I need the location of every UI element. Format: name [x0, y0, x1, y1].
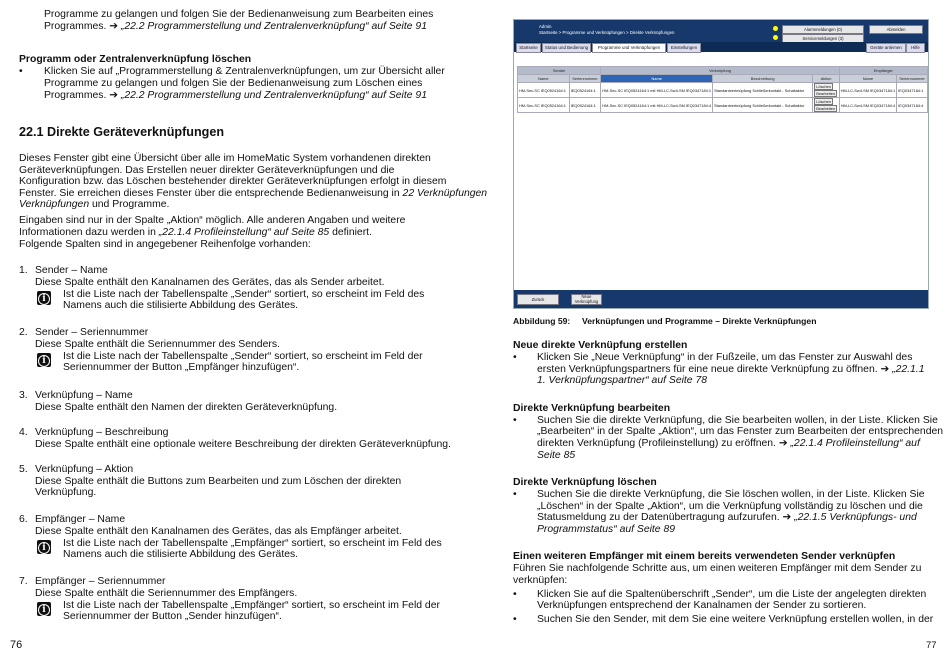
text-line: Klicken Sie auf „Programmerstellung & Zentralenverknüpfungen, um zur Übersicht aller	[44, 66, 445, 77]
col-action[interactable]: Aktion	[813, 75, 839, 83]
note-line: Ist die Liste nach der Tabellenspalte „Empfänger“ sortiert, so erscheint im Feld des	[63, 538, 442, 549]
list-number: 5.	[19, 464, 28, 475]
note-line: Seriennummer der Button „Empfänger hinzufügen“.	[63, 362, 300, 373]
col-sender-name[interactable]: Name	[518, 75, 570, 83]
tab-status[interactable]: Status und Bedienung	[542, 43, 591, 53]
arrow-right-icon: ➔	[778, 438, 788, 449]
page-heading: 22.1 Direkte Geräteverknüpfungen	[19, 125, 225, 139]
delete-button[interactable]: Löschen	[816, 99, 831, 104]
list-title: Verknüpfung – Aktion	[35, 464, 134, 475]
note-line: Seriennummer der Button „Sender hinzufügen“.	[63, 611, 282, 622]
table-row	[518, 98, 928, 113]
text-line: verknüpfen:	[513, 575, 568, 586]
webui-screenshot	[513, 19, 929, 309]
cell: Standardverknüpfung Schließerkontakt - Schaltaktor	[713, 98, 813, 113]
list-desc: Diese Spalte enthält den Kanalnamen des Gerätes, das als Empfänger arbeitet.	[35, 526, 402, 537]
col-link-name[interactable]: Name	[601, 75, 713, 83]
service-messages-button[interactable]: Servicemeldungen (3)	[782, 34, 864, 43]
bullet: •	[513, 614, 517, 625]
text-line: Informationen dazu werden in „22.1.4 Profileinstellung“ auf Seite 85 definiert.	[19, 227, 372, 238]
list-desc: Diese Spalte enthält die Seriennummer des Senders.	[35, 339, 280, 350]
bullet: •	[513, 489, 517, 500]
text-line: Seite 85	[537, 450, 576, 461]
list-desc: Diese Spalte enthält eine optionale weitere Beschreibung der direkten Geräteverknüpfung.	[35, 439, 451, 450]
list-title: Verknüpfung – Beschreibung	[35, 427, 169, 438]
back-button[interactable]: Zurück	[517, 294, 559, 305]
text-line: Suchen Sie die direkte Verknüpfung, die Sie löschen wollen, in der Liste. Klicken Sie	[537, 489, 925, 500]
text-line: Programmes. ➔ „22.2 Programmerstellung und Zentralenverknüpfung“ auf Seite 91	[44, 21, 427, 32]
text-line: Fenster. Sie erreichen dieses Fenster über die entsprechende Bedienanweisung in 22 Verknüpfungen	[19, 188, 488, 199]
service-indicator-icon	[773, 35, 778, 40]
devices-button[interactable]: Geräte anlernen	[866, 43, 906, 53]
col-link-desc[interactable]: Beschreibung	[713, 75, 813, 83]
action-cell	[813, 98, 839, 113]
action-cell	[813, 83, 839, 98]
text-line: Klicken Sie auf die Spaltenüberschrift „Sender“, um die Liste der angelegten direkten	[537, 589, 927, 600]
col-receiver-serial[interactable]: Seriennummer	[897, 75, 928, 83]
text-line: Geräteverknüpfungen. Das Erstellen neuer direkter Geräteverknüpfungen und die	[19, 165, 395, 176]
list-number: 1.	[19, 265, 28, 276]
list-number: 2.	[19, 327, 28, 338]
cell: IEQ0347184:4	[897, 98, 928, 113]
logout-button[interactable]: Abmelden	[869, 25, 923, 34]
cell: HM-Sec-SC IEQ0524164:1 mit HM-LC-Sw4-SM IEQ0347184:1	[601, 83, 713, 98]
section-title: Neue direkte Verknüpfung erstellen	[513, 340, 688, 351]
cell: HM-Sec-SC IEQ0524164:1 mit HM-LC-Sw4-SM IEQ0347184:4	[601, 98, 713, 113]
list-number: 7.	[19, 576, 28, 587]
text-line: Folgende Spalten sind in angegebener Reihenfolge vorhanden:	[19, 239, 311, 250]
text-line: Programmstatus“ auf Seite 89	[537, 524, 676, 535]
col-sender-serial[interactable]: Seriennummer	[569, 75, 601, 83]
cell: Standardverknüpfung Schließerkontakt - Schaltaktor	[713, 83, 813, 98]
section-title: Einen weiteren Empfänger mit einem bereits verwendeten Sender verknüpfen	[513, 551, 896, 562]
arrow-right-icon: ➔	[880, 364, 890, 375]
text-line: direkten Verknüpfung (Profileinstellung) zu eröffnen. ➔ „22.1.4 Profileinstellung“ auf	[537, 438, 920, 449]
info-icon: i	[37, 540, 51, 554]
group-sender[interactable]: Sender	[518, 67, 601, 75]
group-verknuepfung[interactable]: Verknüpfung	[601, 67, 839, 75]
text-line: Programmes. ➔ „22.2 Programmerstellung und Zentralenverknüpfung“ auf Seite 91	[44, 90, 427, 101]
cell: IEQ0347184:1	[897, 83, 928, 98]
page-number: 77	[926, 640, 937, 651]
arrow-right-icon: ➔	[109, 90, 118, 101]
list-desc: Verknüpfung.	[35, 487, 97, 498]
list-desc: Diese Spalte enthält den Kanalnamen des Gerätes, das als Sender arbeitet.	[35, 277, 385, 288]
cell: HM-Sec-SC IEQ0524164:1	[518, 98, 570, 113]
text-line: Programme zu gelangen und folgen Sie der Bedienanweisung zum Löschen eines	[44, 78, 423, 89]
text-line: Konfiguration bzw. das Löschen bestehender direkter Geräteverknüpfungen erfolgt in diesem	[19, 176, 447, 187]
list-number: 4.	[19, 427, 28, 438]
new-link-button[interactable]: Neue Verknüpfung	[571, 294, 602, 305]
table-row	[518, 83, 928, 98]
help-button[interactable]: Hilfe	[906, 43, 925, 53]
breadcrumb: Admin Startseite > Programme und Verknüpfungen > Direkte Verknüpfungen	[539, 24, 675, 35]
cell: IEQ0524164:1	[569, 98, 601, 113]
text-line: Dieses Fenster gibt eine Übersicht über alle im HomeMatic System vorhandenen direkten	[19, 153, 431, 164]
note-line: Ist die Liste nach der Tabellenspalte „Sender“ sortiert, so erscheint im Feld des	[63, 289, 425, 300]
text-line: „Bearbeiten“ in der Spalte „Aktion“, um das Fenster zum Bearbeiten der entsprechenden	[537, 426, 944, 437]
list-number: 6.	[19, 514, 28, 525]
figure-caption: Verknüpfungen und Programme – Direkte Verknüpfungen	[582, 316, 817, 326]
info-icon: i	[37, 291, 51, 305]
text-line: Suchen Sie den Sender, mit dem Sie eine weitere Verknüpfung erstellen wollen, in der	[537, 614, 934, 625]
text-line: Programme zu gelangen und folgen Sie der Bedienanweisung zum Bearbeiten eines	[44, 9, 434, 20]
section-title: Programm oder Zentralenverknüpfung löschen	[19, 54, 252, 65]
section-title: Direkte Verknüpfung bearbeiten	[513, 403, 671, 414]
tab-einstellungen[interactable]: Einstellungen	[667, 43, 701, 53]
tab-programme[interactable]: Programme und Verknüpfungen	[592, 43, 666, 53]
edit-button[interactable]: Bearbeiten	[816, 106, 836, 111]
list-desc: Diese Spalte enthält den Namen der direkten Geräteverknüpfung.	[35, 402, 338, 413]
text-line: „Löschen“ in der Spalte „Aktion“, um die Verknüpfung vollständig zu löschen und die	[537, 501, 923, 512]
page-number: 76	[10, 639, 23, 651]
bullet: •	[513, 415, 517, 426]
tab-startseite[interactable]: Startseite	[516, 43, 541, 53]
note-line: Ist die Liste nach der Tabellenspalte „Empfänger“ sortiert, so erscheint im Feld der	[63, 600, 440, 611]
section-title: Direkte Verknüpfung löschen	[513, 477, 657, 488]
info-icon: i	[37, 353, 51, 367]
edit-button[interactable]: Bearbeiten	[816, 91, 836, 96]
text-line: Suchen Sie die direkte Verknüpfung, die Sie bearbeiten wollen, in der Liste. Klicken Sie	[537, 415, 938, 426]
bullet: •	[513, 352, 517, 363]
note-line: Namens auch die stilisierte Abbildung des Gerätes.	[63, 300, 299, 311]
bullet: •	[19, 66, 23, 77]
note-line: Ist die Liste nach der Tabellenspalte „Sender“ sortiert, so erscheint im Feld der	[63, 351, 423, 362]
note-line: Namens auch die stilisierte Abbildung des Gerätes.	[63, 549, 299, 560]
text-line: Verknüpfungen entsprechend der Kanalnamen der Sender zu sortieren.	[537, 600, 867, 611]
cell: HM-LC-Sw4-SM IEQ0347184:4	[839, 98, 897, 113]
cell: HM-Sec-SC IEQ0524164:1	[518, 83, 570, 98]
info-icon: i	[37, 602, 51, 616]
list-title: Verknüpfung – Name	[35, 390, 133, 401]
list-number: 3.	[19, 390, 28, 401]
alarm-button[interactable]: Alarmmeldungen (0)	[782, 25, 864, 34]
text-line: Verknüpfungen und Programme.	[19, 199, 170, 210]
text-line: Eingaben sind nur in der Spalte „Aktion“ möglich. Alle anderen Angaben und weitere	[19, 215, 406, 226]
list-title: Empfänger – Seriennummer	[35, 576, 166, 587]
links-table	[517, 66, 928, 113]
text-line: Statusmeldung zu der Datenübertragung aufzurufen. ➔ „22.1.5 Verknüpfungs- und	[537, 512, 917, 523]
text-line: Klicken Sie „Neue Verknüpfung“ in der Fußzeile, um das Fenster zur Auswahl des	[537, 352, 913, 363]
text-line: Führen Sie nachfolgende Schritte aus, um einen weiteren Empfänger mit dem Sender zu	[513, 563, 922, 574]
text-line: 1. Verknüpfungspartner“ auf Seite 78	[537, 375, 708, 386]
figure-caption-label: Abbildung 59:	[513, 316, 571, 326]
cell: IEQ0524164:1	[569, 83, 601, 98]
list-desc: Diese Spalte enthält die Buttons zum Bearbeiten und zum Löschen der direkten	[35, 476, 402, 487]
arrow-right-icon: ➔	[109, 21, 118, 32]
col-receiver-name[interactable]: Name	[839, 75, 897, 83]
cell: HM-LC-Sw4-SM IEQ0347184:1	[839, 83, 897, 98]
text-line: ersten Verknüpfungspartners für eine neue direkte Verknüpfung zu öffnen. ➔ „22.1.1	[537, 364, 925, 375]
bullet: •	[513, 589, 517, 600]
group-empfaenger[interactable]: Empfänger	[839, 67, 927, 75]
list-title: Sender – Name	[35, 265, 108, 276]
list-title: Empfänger – Name	[35, 514, 126, 525]
alarm-indicator-icon	[773, 26, 778, 31]
list-desc: Diese Spalte enthält die Seriennummer des Empfängers.	[35, 588, 298, 599]
list-title: Sender – Seriennummer	[35, 327, 149, 338]
delete-button[interactable]: Löschen	[816, 84, 831, 89]
arrow-right-icon: ➔	[782, 512, 792, 523]
